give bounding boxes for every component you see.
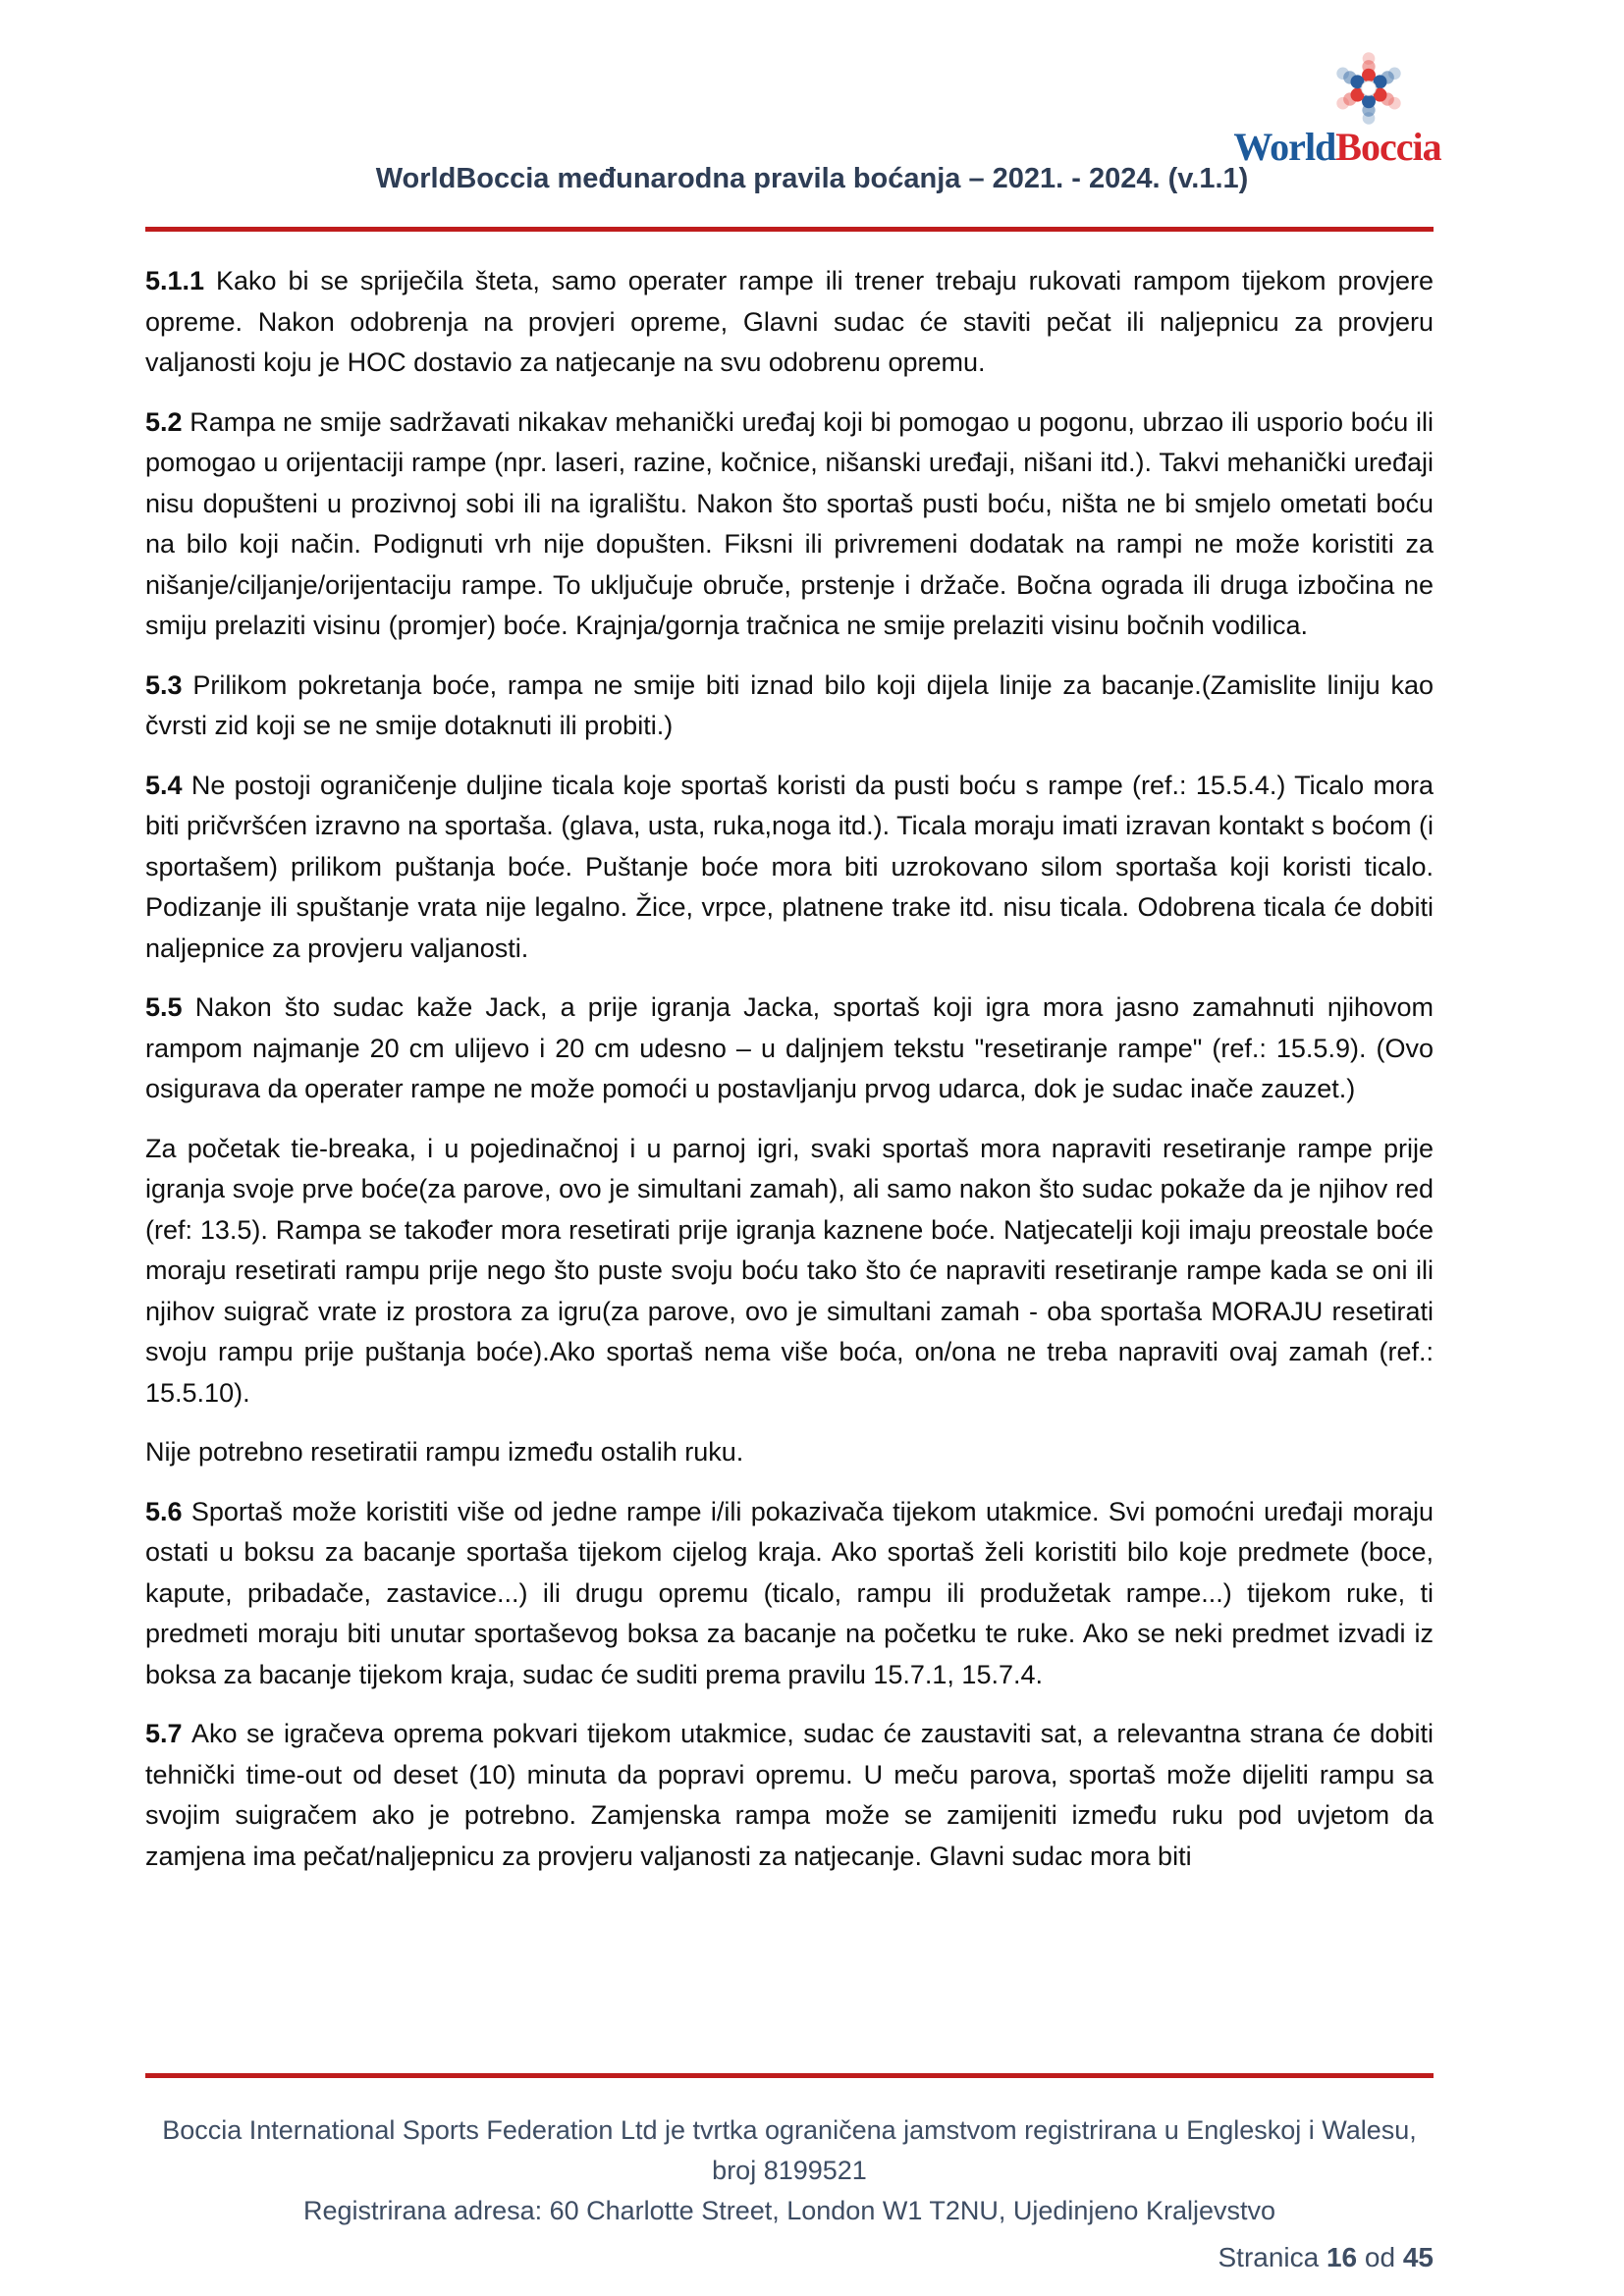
paragraph-5-5 xyxy=(145,988,1434,1110)
section-number: 5.5 xyxy=(145,992,195,1022)
worldboccia-logo xyxy=(1233,51,1441,167)
paragraph-no-reset-note xyxy=(145,1432,1434,1473)
section-number: 5.2 xyxy=(145,406,190,437)
paragraph-tiebreak-reset xyxy=(145,1129,1434,1415)
section-text: Ne postoji ograničenje duljine ticala koje sportaš koristi da pusti boću s rampe (ref.: 15.5.4.) Ticalo mora biti pričvršćen izravno na sportaša. (glava, usta, ruka,noga itd.). Ticala moraju imati izravan kontakt s boćom (i sportašem) prilikom puštanja boće. Puštanje boće mora biti uzrokovano silom sportaša koji koristi ticalo. Podizanje ili spuštanje vrata nije legalno. Žice, vrpce, platnene trake itd. nisu ticala. Odobrena ticala će dobiti naljepnice za provjeru valjanosti. xyxy=(145,770,1434,963)
page-number-prefix: Stranica xyxy=(1218,2242,1326,2272)
page-number-current: 16 xyxy=(1326,2242,1358,2272)
section-text: Za početak tie-breaka, i u pojedinačnoj i u parnoj igri, svaki sportaš mora napraviti resetiranje rampe prije igranja svoje prve boće(za parove, ovo je simultani zamah), ali samo nakon što sudac pokaže da je njihov red (ref: 13.5). Rampa se također mora resetirati prije igranja kaznene boće. Natjecatelji koji imaju preostale boće moraju resetirati rampu prije nego što puste svoju boću tako što će napraviti resetiranje rampe kada se oni ili njihov suigrač vrate iz prostora za igru(za parove, ovo je simultani zamah - oba sportaša MORAJU resetirati svoju rampu prije puštanja boće).Ako sportaš nema više boća, on/ona ne treba napraviti ovaj zamah (ref.: 15.5.10). xyxy=(145,1133,1434,1408)
paragraph-5-1-1 xyxy=(145,261,1434,384)
header-rule xyxy=(145,227,1434,232)
section-text: Sportaš može koristiti više od jedne rampe i/ili pokazivača tijekom utakmice. Svi pomoćni uređaji moraju ostati u boksu za bacanje sportaša tijekom cijelog kraja. Ako sportaš želi koristiti bilo koje predmete (boce, kapute, pribadače, zastavice...) ili drugu opremu (ticalo, rampu ili produžetak rampe...) tijekom ruke, ti predmeti moraju biti unutar sportaševog boksa za bacanje na početku te ruke. Ako se neki predmet izvadi iz boksa za bacanje tijekom kraja, sudac će suditi prema pravilu 15.7.1, 15.7.4. xyxy=(145,1496,1434,1689)
footer-rule xyxy=(145,2073,1434,2078)
worldboccia-flower-icon xyxy=(1331,51,1406,126)
section-text: Nakon što sudac kaže Jack, a prije igranja Jacka, sportaš koji igra mora jasno zamahnuti njihovom rampom najmanje 20 cm ulijevo i 20 cm udesno – u daljnjem tekstu "resetiranje rampe" (ref.: 15.5.9). (Ovo osigurava da operater rampe ne može pomoći u postavljanju prvog udarca, dok je sudac inače zauzet.) xyxy=(145,992,1434,1103)
section-number: 5.4 xyxy=(145,770,191,800)
section-number: 5.3 xyxy=(145,669,193,700)
page-number-total: 45 xyxy=(1402,2242,1434,2272)
paragraph-5-3 xyxy=(145,666,1434,747)
section-number: 5.7 xyxy=(145,1719,192,1748)
document-title: WorldBoccia međunarodna pravila boćanja – 2021. - 2024. (v.1.1) xyxy=(375,163,1249,194)
section-text: Kako bi se spriječila šteta, samo operater rampe ili trener trebaju rukovati rampom tijekom provjere opreme. Nakon odobrenja na provjeri opreme, Glavni sudac će staviti pečat ili naljepnicu za provjeru valjanosti koju je HOC dostavio za natjecanje na svu odobrenu opremu. xyxy=(145,266,1434,377)
paragraph-5-7 xyxy=(145,1714,1434,1877)
wordmark-world: World xyxy=(1233,125,1336,169)
section-text: Ako se igračeva oprema pokvari tijekom utakmice, sudac će zaustaviti sat, a relevantna strana će dobiti tehnički time-out od deset (10) minuta da popravi opremu. U meču parova, sportaš može dijeliti rampu sa svojim suigračem ako je potrebno. Zamjenska rampa može se zamijeniti između ruku pod uvjetom da zamjena ima pečat/naljepnicu za provjeru valjanosti za natjecanje. Glavni sudac mora biti xyxy=(145,1719,1434,1871)
wordmark-boccia: Boccia xyxy=(1335,125,1441,169)
paragraph-5-6 xyxy=(145,1492,1434,1696)
section-text: Prilikom pokretanja boće, rampa ne smije biti iznad bilo koji dijela linije za bacanje.(Zamislite liniju kao čvrsti zid koji se ne smije dotaknuti ili probiti.) xyxy=(145,669,1434,740)
paragraph-5-4 xyxy=(145,766,1434,970)
section-text: Rampa ne smije sadržavati nikakav mehanički uređaj koji bi pomogao u pogonu, ubrzao ili usporio boću ili pomogao u orijentaciji rampe (npr. laseri, razine, kočnice, nišanski uređaji, nišani itd.). Takvi mehanički uređaji nisu dopušteni u prozivnoj sobi ili na igralištu. Nakon što sportaš pusti boću, ništa ne bi smjelo ometati boću na bilo koji način. Podignuti vrh nije dopušten. Fiksni ili privremeni dodatak na rampi ne može koristiti za nišanje/ciljanje/orijentaciju rampe. To uključuje obruče, prstenje i držače. Bočna ograda ili druga izbočina ne smiju prelaziti visinu (promjer) boće. Krajnja/gornja tračnica ne smije prelaziti visinu bočnih vodilica. xyxy=(145,406,1434,640)
page-number xyxy=(145,2237,1434,2277)
document-footer xyxy=(145,2110,1434,2277)
footer-line-address: Registrirana adresa: 60 Charlotte Street, London W1 T2NU, Ujedinjeno Kraljevstvo xyxy=(302,2196,1275,2225)
worldboccia-wordmark xyxy=(1233,125,1441,169)
document-body xyxy=(145,261,1434,1896)
section-number: 5.6 xyxy=(145,1496,191,1526)
section-text: Nije potrebno resetiratii rampu između ostalih ruku. xyxy=(145,1437,744,1467)
section-number: 5.1.1 xyxy=(145,266,216,295)
footer-line-registration: Boccia International Sports Federation Ltd je tvrtka ograničena jamstvom registrirana u Engleskoj i Walesu, broj 8199521 xyxy=(162,2115,1417,2185)
page-number-of: od xyxy=(1357,2242,1403,2272)
paragraph-5-2 xyxy=(145,402,1434,647)
